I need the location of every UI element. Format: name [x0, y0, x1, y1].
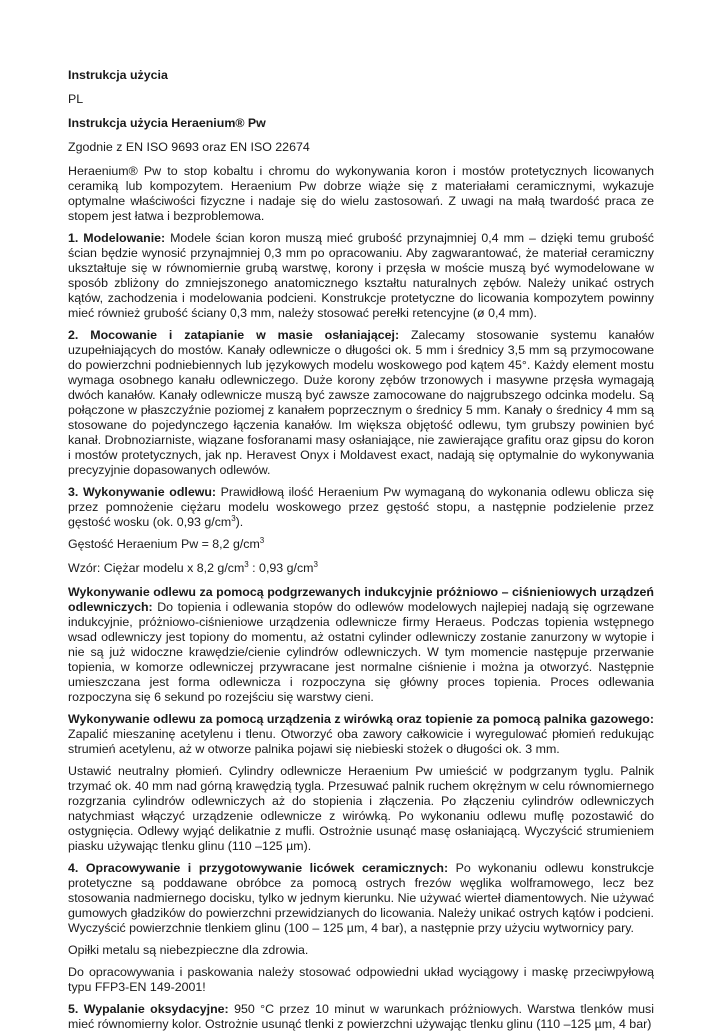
- section-heading: 2. Mocowanie i zatapianie w masie osłaniającej:: [68, 328, 400, 342]
- torch-paragraph-2: Ustawić neutralny płomień. Cylindry odlewnicze Heraenium Pw umieścić w podgrzanym tyglu. Palnik trzymać ok. 40 mm nad górną krawędzią tygla. Przesuwać palnik ruchem okrężnym w celu równomiernego rozgrzania cylindrów odlewniczych aż do stopienia i złączenia. Po złączeniu cylindrów odlewniczych natychmiast włączyć urządzenie odlewnicze z wirówką. Po wykonaniu odlewu muflę pozostawić do ostygnięcia. Odlewy wyjąć delikatnie z mufli. Ostrożnie usunąć masę osłaniającą. Wyczyścić strumieniem piasku używając tlenku glinu (110 –125 µm).: [68, 764, 654, 853]
- language-code: PL: [68, 92, 84, 106]
- product-title: Instrukcja użycia Heraenium® Pw: [68, 116, 266, 130]
- section-finishing: 4. Opracowywanie i przygotowywanie licówek ceramicznych: Po wykonaniu odlewu konstrukcje protetyczne są poddawane obróbce za pomocą ostrych frezów węglika wolframowego, lecz bez stosowania nadmiernego docisku, tylko w jednym kierunku. Nie używać wierteł diamentowych. Nie używać gumowych gładzików do powierzchni przewidzianych do licowania. Należy unikać ostrych kątów i podcieni. Wyczyścić powierzchnie tlenkiem glinu (100 – 125 µm, 4 bar), a następnie przy użyciu wytwornicy pary.: [68, 861, 655, 935]
- section-heading: Wykonywanie odlewu za pomocą podgrzewanych indukcyjnie próżniowo – ciśnieniowych urządzeń odlewniczych:: [68, 585, 654, 614]
- extraction-note: Do opracowywania i paskowania należy stosować odpowiedni układ wyciągowy i maskę przeciwpyłową typu FFP3-EN 149-2001!: [68, 965, 654, 994]
- section-torch-casting: Wykonywanie odlewu za pomocą urządzenia z wirówką oraz topienie za pomocą palnika gazowego: Zapalić mieszaninę acetylenu i tlenu. Otworzyć oba zawory całkowicie i wyregulować płomień redukując strumień acetylenu, aż w otworze palnika pojawi się niebieski stożek o długości ok. 3 mm.: [68, 712, 654, 756]
- dust-warning: Opiłki metalu są niebezpieczne dla zdrowia.: [68, 943, 309, 957]
- doc-title: Instrukcja użycia: [68, 68, 168, 82]
- section-heading: 5. Wypalanie oksydacyjne:: [68, 1002, 229, 1016]
- section-casting: 3. Wykonywanie odlewu: Prawidłową ilość Heraenium Pw wymaganą do wykonania odlewu oblicza się przez pomnożenie ciężaru modelu woskowego przez gęstość stopu, a następnie podzielenie przez gęstość wosku (ok. 0,93 $g/cm^3$).: [68, 485, 654, 529]
- section-induction-casting: Wykonywanie odlewu za pomocą podgrzewanych indukcyjnie próżniowo – ciśnieniowych urządzeń odlewniczych: Do topienia i odlewania stopów do odlewów modelowych najlepiej nadają się ogrzewane indukcyjnie, próżniowo-ciśnieniowe urządzenia odlewnicze firmy Heraeus. Podczas topienia wstępnego wsad odlewniczy jest topiony do momentu, aż ostatni cylinder odlewniczy zostanie zanurzony w wytopie i nie są już widoczne krawędzie/cienie cylindrów odlewniczych. W tym momencie następuje przerwanie topienia, w komorze odlewniczej przywracane jest normalne ciśnienie i można ja otworzyć. Następnie umieszczana jest forma odlewnicza i rozpoczyna się główny proces topienia. Proces odlewania rozpoczyna się 6 sekund po rozejściu się warstwy cieni.: [68, 585, 654, 704]
- section-heading: Wykonywanie odlewu za pomocą urządzenia z wirówką oraz topienie za pomocą palnika gazowego:: [68, 712, 654, 726]
- section-heading: 3. Wykonywanie odlewu:: [68, 485, 217, 499]
- density-line: Gęstość Heraenium Pw = 8,2 $g/cm^3$: [68, 536, 265, 551]
- section-oxide-firing: 5. Wypalanie oksydacyjne: 950 °C przez 10 minut w warunkach próżniowych. Warstwa tlenków musi mieć równomierny kolor. Ostrożnie usunąć tlenki z powierzchni używając tlenku glinu (110 –125 µm, 4 bar): [68, 1002, 654, 1031]
- section-spruing-investing: 2. Mocowanie i zatapianie w masie osłaniającej: Zalecamy stosowanie systemu kanałów uzupełniających do mostów. Kanały odlewnicze o długości ok. 5 mm i średnicy 3,5 mm są przymocowane do powierzchni podniebiennych lub językowych modelu woskowego pod kątem 45°. Każdy element mostu wymaga osobnego kanału odlewniczego. Duże korony zębów trzonowych i masywne przęsła wymagają dwóch kanałów. Kanały odlewnicze muszą być zawsze zamocowane do najgrubszego odcinka modelu. Są połączone w płaszczyźnie poziomej z kanałem poprzecznym o średnicy 5 mm. Kanały o średnicy 4 mm są stosowane do pojedynczego łączenia kanałów. Im większa objętość odlewu, tym grubszy powinien być kanał. Drobnoziarniste, wiązane fosforanami masy osłaniające, nie zawierające grafitu oraz gipsu do koron i mostów protetycznych, jak np. Heravest Onyx i Moldavest exact, nadają się optymalnie do wykonywania precyzyjnie dopasowanych odlewów.: [68, 328, 654, 477]
- standards-line: Zgodnie z EN ISO 9693 oraz EN ISO 22674: [68, 140, 310, 154]
- section-heading: 4. Opracowywanie i przygotowywanie licówek ceramicznych:: [68, 861, 449, 875]
- section-modelling: 1. Modelowanie: Modele ścian koron muszą mieć grubość przynajmniej 0,4 mm – dzięki temu grubość ścian będzie wynosić przynajmniej 0,3 mm po opracowaniu. Aby zagwarantować, że materiał ceramiczny ukształtuje się w równomiernie grubą warstwę, korony i przęsła w moście muszą być wymodelowane w sposób zbliżony do zmniejszonego anatomicznego kształtu naturalnych zębów. Należy unikać ostrych kątów, zachodzenia i modelowania podcieni. Konstrukcje protetyczne do licowania kompozytem powinny mieć również grubość ściany 0,3 mm, należy stosować perełki retencyjne (ø 0,4 mm).: [68, 231, 654, 320]
- formula-line: Wzór: Ciężar modelu x 8,2 $g/cm^3$ : 0,93 $g/cm^3$: [68, 560, 318, 575]
- section-heading: 1. Modelowanie:: [68, 231, 166, 245]
- intro-paragraph: Heraenium® Pw to stop kobaltu i chromu do wykonywania koron i mostów protetycznych licowanych ceramiką lub kompozytem. Heraenium Pw dobrze wiąże się z materiałami ceramicznymi, wykazuje optymalne właściwości fizyczne i nadaje się do wielu zastosowań. Z uwagi na małą twardość praca ze stopem jest łatwa i bezproblemowa.: [68, 164, 654, 223]
